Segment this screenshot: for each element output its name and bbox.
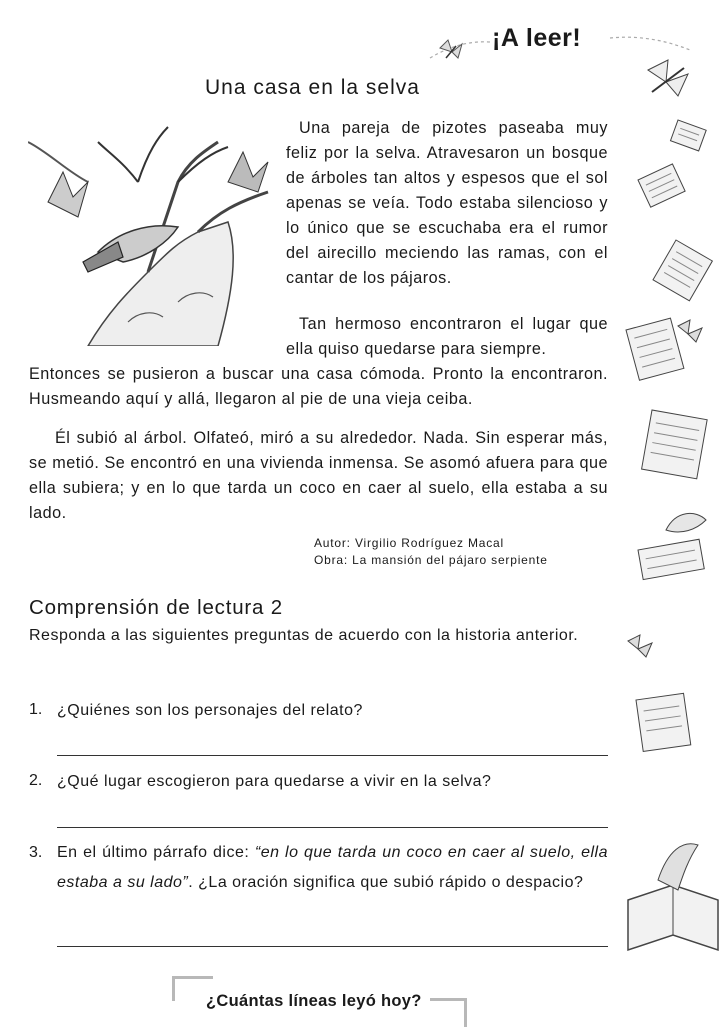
answer-line-3[interactable]: [57, 946, 608, 947]
butterfly-icon: [648, 60, 688, 96]
question-1-number: 1.: [29, 701, 43, 718]
butterfly-icon: [678, 320, 702, 342]
question-2-number: 2.: [29, 772, 43, 789]
page-icon: [638, 539, 704, 579]
story-paragraph-2-start: Tan hermoso encontraron el lugar que ella quiso quedarse para siempre.: [286, 315, 608, 358]
comprehension-instructions: Responda a las siguientes preguntas de acuerdo con la historia anterior.: [29, 627, 579, 644]
story-paragraph-1: Una pareja de pizotes paseaba muy feliz por la selva. Atravesaron un bosque de árboles tan altos y espesos que el sol apenas se veía. Todo estaba silencioso y lo único que se escuchaba era el rumor del airecillo meciendo las ramas, con el cantar de los pájaros.: [286, 119, 608, 287]
butterfly-icon: [628, 635, 652, 657]
reading-lines-question: ¿Cuántas líneas leyó hoy?: [206, 992, 422, 1010]
story-paragraph-3: Él subió al árbol. Olfateó, miró a su alrededor. Nada. Sin esperar más, se metió. Se encontró en una vivienda inmensa. Se asomó afuera para que ella subiera; y en lo que tarda un coco en caer al suelo, ella estaba a su lado.: [29, 429, 608, 522]
story-title: Una casa en la selva: [205, 76, 420, 99]
question-3-number: 3.: [29, 844, 43, 861]
comprehension-title: Comprensión de lectura 2: [29, 596, 283, 619]
page-icon: [626, 318, 684, 380]
pizotes-tree-illustration: [28, 122, 273, 346]
butterfly-icon: [440, 40, 462, 58]
question-3-text: [57, 838, 608, 898]
story-paragraph-2-rest: Entonces se pusieron a buscar una casa cómoda. Pronto la encontraron. Husmeando aquí y allá, llegaron al pie de una vieja ceiba.: [29, 365, 608, 408]
question-3-tail: . ¿La oración significa que subió rápido o despacio?: [188, 874, 584, 891]
section-header-title: ¡A leer!: [492, 24, 582, 52]
footer-bracket-right: [430, 998, 467, 1027]
story-author: Autor: Virgilio Rodríguez Macal: [314, 536, 504, 550]
question-2-text: ¿Qué lugar escogieron para quedarse a vivir en la selva?: [57, 773, 492, 790]
page-icon: [642, 410, 708, 479]
question-3-lead: En el último párrafo dice:: [57, 844, 255, 861]
page-icon: [636, 693, 691, 751]
open-book-icon: [628, 844, 718, 950]
story-work: Obra: La mansión del pájaro serpiente: [314, 553, 548, 567]
page-icon: [670, 120, 706, 151]
leaf-icon: [666, 513, 706, 532]
answer-line-1[interactable]: [57, 755, 608, 756]
page-icon: [653, 240, 712, 301]
question-3-quote: “en lo que tarda un coco en caer al suelo, ella estaba a su lado”: [57, 844, 609, 891]
question-1-text: ¿Quiénes son los personajes del relato?: [57, 702, 363, 719]
answer-line-2[interactable]: [57, 827, 608, 828]
page-icon: [638, 164, 685, 207]
side-decoration: [618, 40, 725, 980]
